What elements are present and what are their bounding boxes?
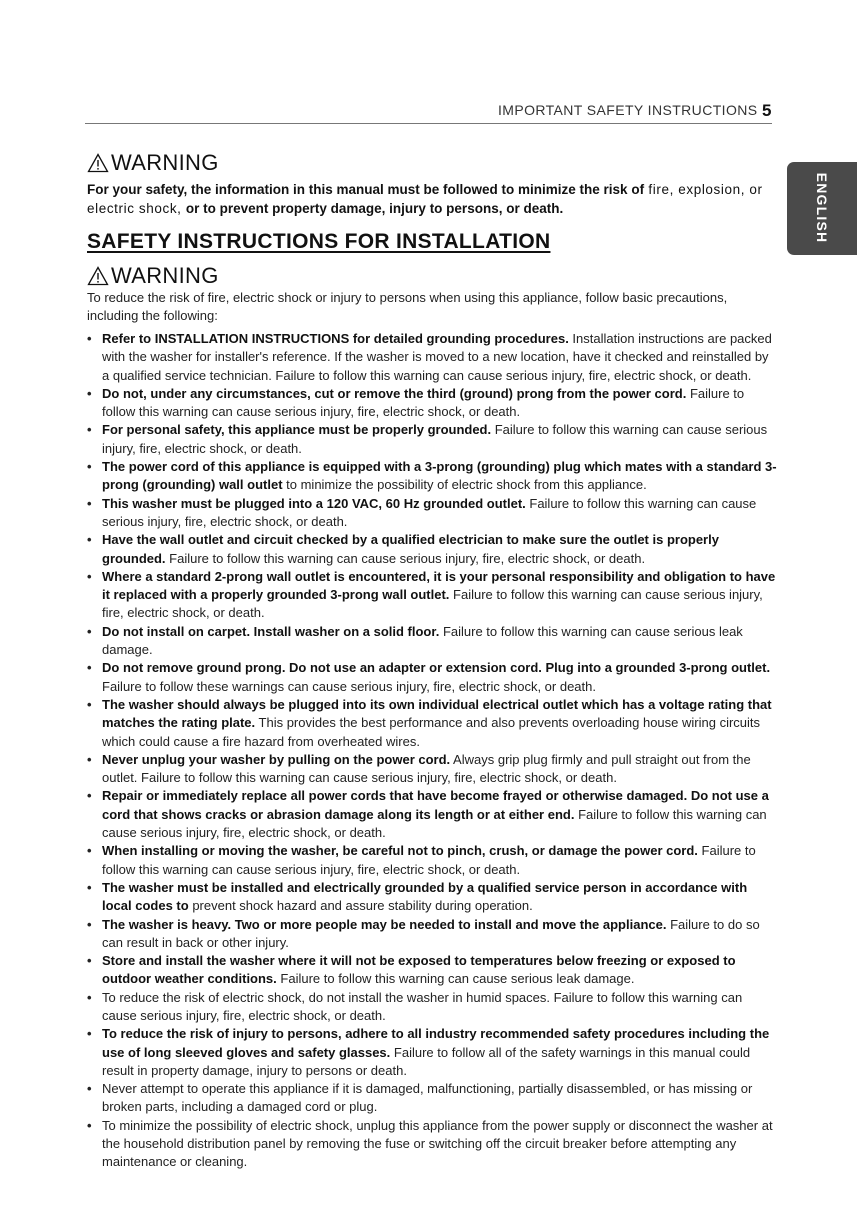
bullet-icon: • — [87, 532, 92, 548]
instruction-item — [87, 879, 777, 916]
bullet-icon: • — [87, 1026, 92, 1042]
bullet-icon: • — [87, 1117, 92, 1133]
instruction-bold-text: The washer must be installed and electrically grounded by a qualified service person in accordance with local codes to — [102, 879, 748, 914]
warning-triangle-icon — [87, 153, 109, 173]
instruction-bold-text: The power cord of this appliance is equipped with a 3-prong (grounding) plug which mates with a standard 3-prong (grounding) wall outlet — [102, 459, 777, 493]
instruction-text: Failure to follow this warning can cause serious leak damage. — [276, 971, 635, 987]
bullet-icon: • — [87, 843, 92, 859]
instruction-bold-text: Store and install the washer where it will not be exposed to temperatures below freezing or exposed to outdoor weather conditions. — [102, 953, 736, 987]
instruction-text: To minimize the possibility of electric shock, unplug this appliance from the power supply or disconnect the washer at the household distribution panel by removing the fuse or switching off the circuit breaker before attempting any maintenance or cleaning. — [102, 1117, 773, 1170]
bullet-icon: • — [87, 788, 92, 804]
bullet-icon: • — [87, 751, 92, 767]
instruction-text: This provides the best performance and also prevents overloading house wiring circuits which could cause a fire hazard from overheated wires. — [102, 715, 761, 749]
instruction-bold-text: Do not remove ground prong. Do not use an adapter or extension cord. Plug into a grounded 3-prong outlet. — [102, 660, 771, 676]
bullet-icon: • — [87, 459, 92, 475]
instruction-text: Failure to follow this warning can cause serious injury, fire, electric shock, or death. — [102, 422, 768, 456]
instruction-item — [87, 989, 777, 1026]
instruction-text: Failure to follow all of the safety warnings in this manual could result in property damage, injury to persons or death. — [102, 1044, 751, 1078]
instruction-text: Failure to follow this warning can cause serious injury, fire, electric shock, or death. — [102, 587, 763, 621]
instruction-item — [87, 1117, 777, 1172]
warning-triangle-icon — [87, 266, 109, 286]
instruction-text: prevent shock hazard and assure stability during operation. — [188, 898, 533, 914]
instruction-bold-text: To reduce the risk of injury to persons, adhere to all industry recommended safety procedures including the use of long sleeved gloves and safety glasses. — [102, 1026, 770, 1060]
instruction-item — [87, 458, 777, 495]
bullet-icon: • — [87, 916, 92, 932]
warning-heading-installation — [87, 263, 219, 289]
instruction-text: Failure to follow this warning can cause serious injury, fire, electric shock, or death. — [102, 806, 767, 841]
instruction-item — [87, 787, 777, 842]
running-header: IMPORTANT SAFETY INSTRUCTIONS — [498, 102, 758, 118]
instruction-text: Failure to follow this warning can cause serious leak damage. — [102, 623, 743, 658]
bullet-icon: • — [87, 660, 92, 676]
bullet-icon: • — [87, 989, 92, 1005]
instruction-bold-text: Where a standard 2-prong wall outlet is encountered, it is your personal responsibility and obligation to have it replaced with a properly grounded 3-prong wall outlet. — [102, 568, 776, 603]
instruction-bold-text: Repair or immediately replace all power cords that have become frayed or otherwise damaged. Do not use a cord that shows cracks or abrasion damage along its length or at either end. — [102, 788, 769, 822]
instruction-item — [87, 696, 777, 751]
warning-heading-general — [87, 150, 219, 176]
language-tab — [787, 162, 857, 255]
bullet-icon: • — [87, 1081, 92, 1097]
safety-notice-light: fire, explosion, or electric shock, — [87, 182, 763, 216]
instruction-text: Installation instructions are packed with the washer for installer's reference. If the washer is moved to a new location, have it checked and reinstalled by a qualified service technician. Failure to follow this warning can cause serious injury, fire, electric shock, or death. — [102, 331, 772, 383]
safety-notice-bold-end: or to prevent property damage, injury to persons, or death. — [185, 201, 564, 216]
instruction-item — [87, 330, 777, 385]
instruction-item — [87, 952, 777, 989]
warning-heading-text: WARNING — [111, 263, 219, 288]
instruction-text: Failure to follow these warnings can cause serious injury, fire, electric shock, or death. — [102, 678, 596, 694]
instruction-bold-text: Do not install on carpet. Install washer on a solid floor. — [102, 623, 440, 639]
bullet-icon: • — [87, 422, 92, 438]
instruction-bold-text: For personal safety, this appliance must be properly grounded. — [102, 422, 492, 438]
instruction-text: Failure to follow this warning can cause serious injury, fire, electric shock, or death. — [102, 495, 757, 529]
bullet-icon: • — [87, 568, 92, 584]
instruction-item — [87, 1080, 777, 1117]
instruction-text: to minimize the possibility of electric shock from this appliance. — [282, 477, 647, 493]
instruction-item — [87, 751, 777, 788]
instruction-item — [87, 421, 777, 458]
bullet-icon: • — [87, 953, 92, 969]
section-title: SAFETY INSTRUCTIONS FOR INSTALLATION — [87, 230, 551, 253]
header-divider — [85, 123, 772, 124]
instruction-text: Never attempt to operate this appliance if it is damaged, malfunctioning, partially disassembled, or has missing or broken parts, including a damaged cord or plug. — [102, 1081, 753, 1115]
safety-notice — [87, 180, 777, 218]
instruction-item — [87, 495, 777, 532]
instruction-bold-text: Refer to INSTALLATION INSTRUCTIONS for detailed grounding procedures. — [102, 331, 569, 346]
instruction-item — [87, 916, 777, 953]
instruction-text: Failure to do so can result in back or other injury. — [102, 916, 760, 950]
instruction-text: To reduce the risk of electric shock, do not install the washer in humid spaces. Failure to follow this warning can cause serious injury, fire, electric shock, or death. — [102, 989, 743, 1023]
bullet-icon: • — [87, 696, 92, 712]
instruction-bold-text: Have the wall outlet and circuit checked by a qualified electrician to make sure the outlet is properly grounded. — [102, 532, 719, 566]
instruction-bold-text: When installing or moving the washer, be careful not to pinch, crush, or damage the power cord. — [102, 843, 698, 859]
bullet-icon: • — [87, 623, 92, 639]
instruction-text: Failure to follow this warning can cause serious injury, fire, electric shock, or death. — [102, 385, 745, 420]
instruction-bold-text: Never unplug your washer by pulling on the power cord. — [102, 751, 451, 767]
bullet-icon: • — [87, 385, 92, 401]
instruction-bold-text: The washer should always be plugged into its own individual electrical outlet which has a voltage rating that matches the rating plate. — [102, 696, 772, 731]
instruction-item — [87, 1025, 777, 1080]
instruction-item — [87, 531, 777, 568]
warning-heading-text: WARNING — [111, 150, 219, 175]
instruction-item — [87, 385, 777, 422]
installation-instructions-list — [87, 330, 777, 1172]
instruction-item — [87, 659, 777, 696]
page-number: 5 — [762, 101, 772, 120]
installation-intro: To reduce the risk of fire, electric shock or injury to persons when using this appliance, follow basic precautions, including the following: — [87, 290, 728, 324]
instruction-bold-text: This washer must be plugged into a 120 VAC, 60 Hz grounded outlet. — [102, 495, 526, 511]
instruction-bold-text: The washer is heavy. Two or more people may be needed to install and move the appliance. — [102, 916, 667, 932]
instruction-text: Always grip plug firmly and pull straight out from the outlet. Failure to follow this warning can cause serious injury, fire, electric shock, or death. — [102, 751, 751, 786]
bullet-icon: • — [87, 495, 92, 511]
safety-notice-bold: For your safety, the information in this manual must be followed to minimize the risk of — [87, 182, 645, 197]
instruction-text: Failure to follow this warning can cause serious injury, fire, electric shock, or death. — [165, 550, 646, 566]
bullet-icon: • — [87, 331, 92, 346]
instruction-item — [87, 568, 777, 623]
instruction-text: Failure to follow this warning can cause serious injury, fire, electric shock, or death. — [102, 843, 756, 877]
instruction-bold-text: Do not, under any circumstances, cut or remove the third (ground) prong from the power cord. — [102, 385, 687, 401]
language-tab-label: ENGLISH — [814, 172, 830, 244]
instruction-item — [87, 623, 777, 660]
instruction-item — [87, 842, 777, 879]
bullet-icon: • — [87, 879, 92, 895]
